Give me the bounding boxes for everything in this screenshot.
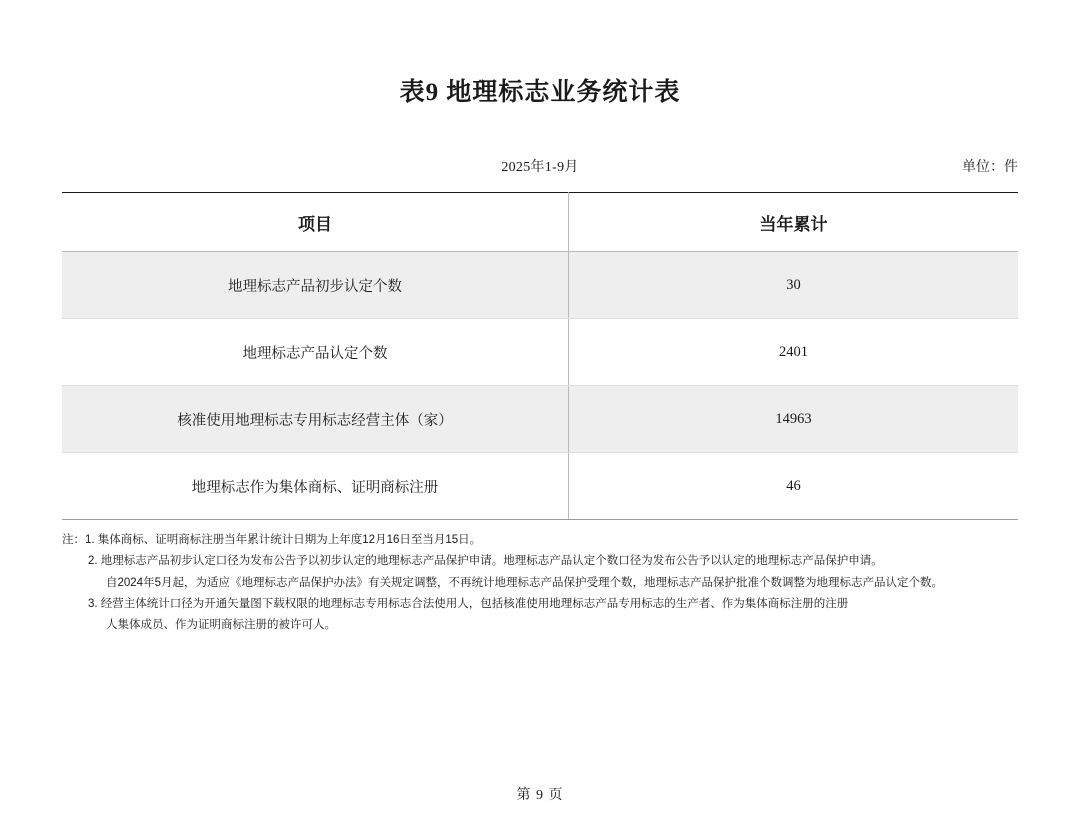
- row-item-label: 核准使用地理标志专用标志经营主体（家）: [62, 386, 569, 453]
- note-line: [62, 530, 1018, 551]
- report-period: 2025年1-9月: [501, 160, 579, 175]
- note-line: 2. 地理标志产品初步认定口径为发布公告予以初步认定的地理标志产品保护申请。地理标志产品认定个数口径为发布公告予以认定的地理标志产品保护申请。: [88, 555, 883, 568]
- page-title: 表9 地理标志业务统计表: [399, 79, 681, 106]
- table-row: [62, 453, 1018, 520]
- table-row: [62, 319, 1018, 386]
- row-item-value: 2401: [569, 319, 1018, 386]
- note-line: 人集体成员、作为证明商标注册的被许可人。: [106, 619, 336, 632]
- table-header: [62, 193, 1018, 252]
- note-line: 3. 经营主体统计口径为开通矢量图下载权限的地理标志专用标志合法使用人，包括核准使用地理标志产品专用标志的生产者、作为集体商标注册的注册: [88, 597, 849, 610]
- note-line: 自2024年5月起，为适应《地理标志产品保护办法》有关规定调整，不再统计地理标志产品保护受理个数，地理标志产品保护批准个数调整为地理标志产品认定个数。: [106, 576, 943, 589]
- table-body: [62, 252, 1018, 520]
- row-item-label: 地理标志产品认定个数: [62, 319, 569, 386]
- statistics-table: [62, 192, 1018, 520]
- row-item-label: 地理标志作为集体商标、证明商标注册: [62, 453, 569, 520]
- table-notes: [62, 530, 1018, 636]
- column-header-item: 项目: [62, 193, 569, 252]
- notes-label: 注：: [62, 534, 85, 546]
- row-item-value: 30: [569, 252, 1018, 319]
- row-item-value: 14963: [569, 386, 1018, 453]
- unit-label: 单位：件: [962, 160, 1018, 175]
- table-row: [62, 252, 1018, 319]
- table-row: [62, 386, 1018, 453]
- document-page: [0, 72, 1080, 836]
- column-header-value: 当年累计: [569, 193, 1018, 252]
- page-number: 第 9 页: [516, 788, 564, 803]
- table-header-row: [62, 193, 1018, 252]
- note-text: 1. 集体商标、证明商标注册当年累计统计日期为上年度12月16日至当月15日。: [85, 534, 482, 546]
- row-item-label: 地理标志产品初步认定个数: [62, 252, 569, 319]
- row-item-value: 46: [569, 453, 1018, 520]
- table-subheader: [62, 156, 1018, 178]
